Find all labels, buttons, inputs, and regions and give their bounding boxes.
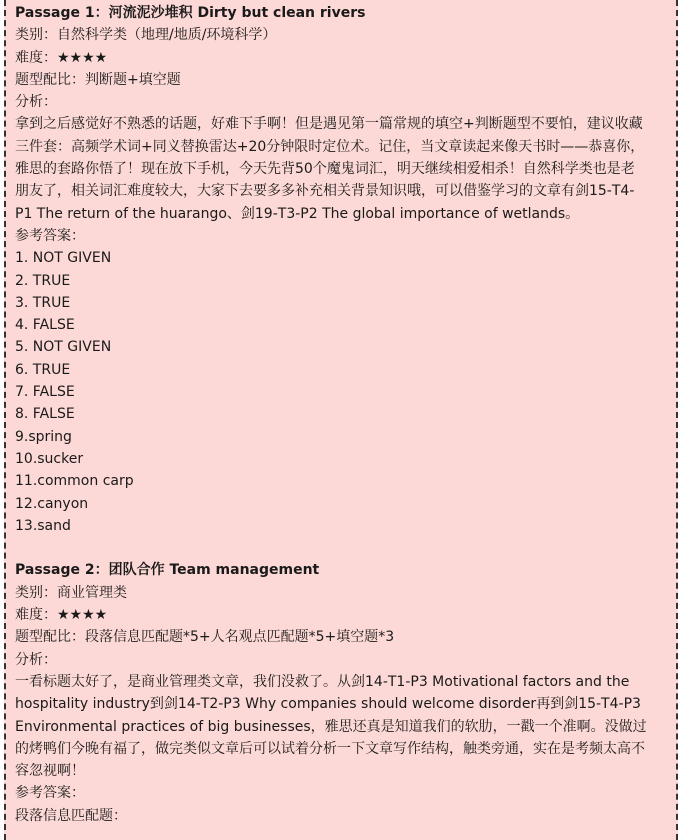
passage-2-analysis: [15, 671, 676, 782]
analysis-line: 朋友了，相关词汇难度较大，大家下去要多多补充相关背景知识哦，可以借鉴学习的文章有剑15-T4-: [15, 183, 635, 200]
analysis-line: 一看标题太好了，是商业管理类文章，我们没救了。从剑14-T1-P3 Motivational factors and the: [15, 673, 630, 690]
passage-1-difficulty: 难度：★★★★: [15, 49, 108, 66]
passage-1-analysis: [15, 113, 676, 224]
passage-1-category: 类别：自然科学类（地理/地质/环境科学）: [15, 27, 277, 44]
passage-2-title: Passage 2：团队合作 Team management: [15, 562, 320, 579]
answer-item: 6. TRUE: [15, 361, 71, 378]
analysis-line: P1 The return of the huarango、剑19-T3-P2 The global importance of wetlands。: [15, 205, 580, 222]
answer-item: 4. FALSE: [15, 317, 75, 334]
passage-1-title: Passage 1：河流泥沙堆积 Dirty but clean rivers: [15, 5, 366, 21]
answer-item: 11.common carp: [15, 473, 134, 490]
passage-2-difficulty: 难度：★★★★: [15, 607, 108, 624]
answer-item: 7. FALSE: [15, 384, 75, 401]
answer-item: 12.canyon: [15, 495, 89, 512]
passage-2-analysis-label: 分析：: [15, 651, 57, 668]
answer-item: 10.sucker: [15, 450, 84, 467]
section-spacer: [15, 537, 676, 559]
passage-2-question-types: 题型配比：段落信息匹配题*5+人名观点匹配题*5+填空题*3: [15, 629, 395, 646]
answer-item: 5. NOT GIVEN: [15, 339, 112, 356]
answer-item: 13.sand: [15, 517, 71, 534]
answer-item: 8. FALSE: [15, 406, 75, 423]
passage-1-question-types: 题型配比：判断题+填空题: [15, 71, 181, 88]
analysis-line: 三件套：高频学术词+同义替换雷达+20分钟限时定位术。记住，当文章读起来像天书时——恭喜你，: [15, 138, 645, 155]
answer-item: 1. NOT GIVEN: [15, 250, 112, 267]
passage-1-answers-label: 参考答案：: [15, 227, 85, 244]
analysis-line: 拿到之后感觉好不熟悉的话题，好难下手啊！但是遇见第一篇常规的填空+判断题型不要怕，建议收藏: [15, 116, 643, 133]
analysis-line: 容忽视啊！: [15, 763, 85, 780]
answer-item: 2. TRUE: [15, 272, 71, 289]
passage-1-analysis-label: 分析：: [15, 94, 57, 111]
passage-2-answers-label: 参考答案：: [15, 785, 85, 802]
article-answer-box: [4, 0, 678, 840]
passage-2-category: 类别：商业管理类: [15, 584, 127, 601]
analysis-line: 雅思的套路你悟了！现在放下手机，今天先背50个魔鬼词汇，明天继续相爱相杀！自然科学类也是老: [15, 161, 635, 178]
passage-2-sub-label: 段落信息匹配题：: [15, 807, 127, 824]
analysis-line: Environmental practices of big businesses，雅思还真是知道我们的软肋，一戳一个准啊。没做过: [15, 718, 647, 735]
answer-item: 9.spring: [15, 428, 72, 445]
analysis-line: 的烤鸭们今晚有福了，做完类似文章后可以试着分析一下文章写作结构，触类旁通，实在是考频太高不: [15, 740, 645, 757]
analysis-line: hospitality industry到剑14-T2-P3 Why companies should welcome disorder再到剑15-T4-P3: [15, 696, 641, 713]
answer-item: 3. TRUE: [15, 294, 71, 311]
passage-1-answer-list: [15, 247, 676, 537]
